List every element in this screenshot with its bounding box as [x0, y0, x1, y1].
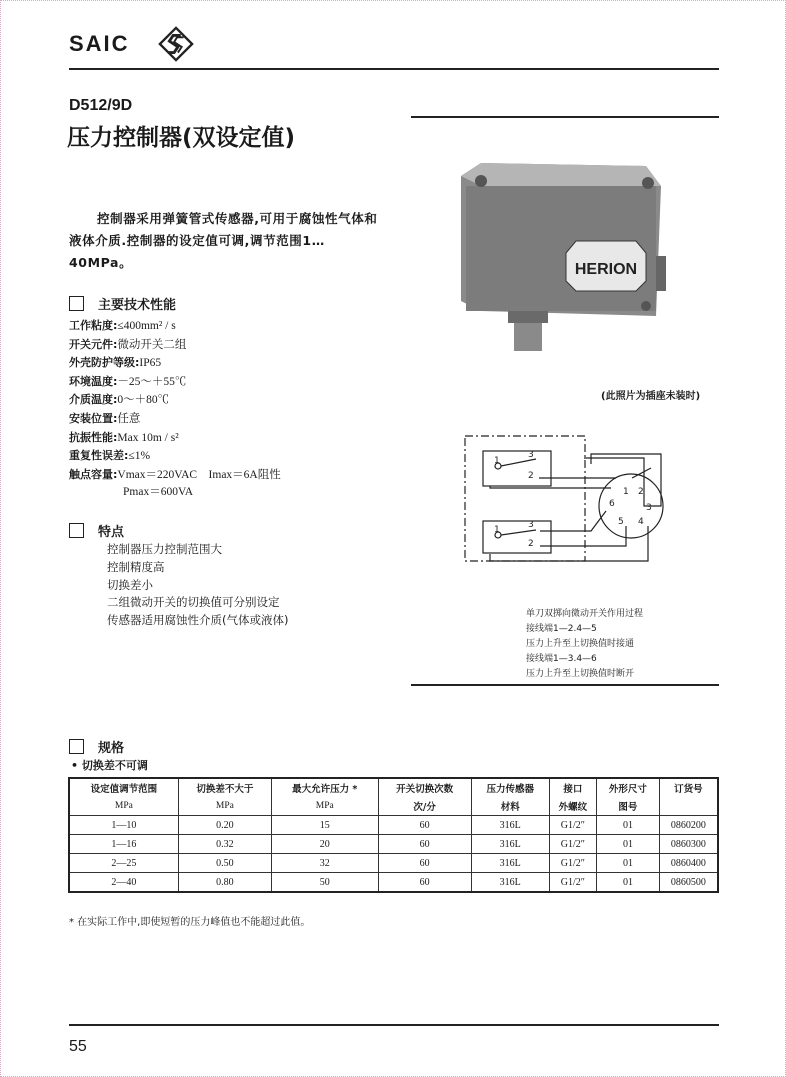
table-cell: 32 — [272, 854, 379, 873]
pin-2: 2 — [638, 487, 644, 497]
table-cell: 1—16 — [69, 835, 178, 854]
saic-logo-icon — [157, 25, 195, 63]
table-cell: 0860200 — [659, 816, 718, 835]
column-header — [659, 797, 718, 816]
spec-extra: Pmax＝600VA — [123, 486, 194, 499]
wiring-diagram — [456, 426, 681, 586]
specs-heading — [69, 294, 176, 313]
column-header: MPa — [178, 797, 271, 816]
table-cell: 60 — [378, 835, 471, 854]
table-cell: 15 — [272, 816, 379, 835]
diagram-note: 压力上升至上切换值时接通 — [526, 639, 635, 649]
spec-item — [69, 336, 281, 355]
table-cell: 0.50 — [178, 854, 271, 873]
table-cell: 0860400 — [659, 854, 718, 873]
photo-caption: (此照片为插座未装时) — [601, 391, 701, 402]
header-rule — [69, 68, 719, 70]
spec-label: 重复性误差: — [69, 449, 129, 463]
features-list — [107, 541, 288, 630]
table-cell: 60 — [378, 873, 471, 893]
table-cell: 0.80 — [178, 873, 271, 893]
saic-logo-text: SAIC — [69, 31, 130, 56]
spec-item — [69, 447, 281, 466]
diagram-note: 单刀双掷向微动开关作用过程 — [526, 609, 644, 619]
feature-item: 控制精度高 — [107, 559, 165, 574]
spec-label: 抗振性能: — [69, 430, 118, 444]
spec-value: IP65 — [139, 357, 162, 370]
feature-item: 切换差小 — [107, 577, 153, 592]
svg-text:1: 1 — [494, 525, 500, 535]
spec-item — [69, 373, 281, 392]
feature-item: 控制器压力控制范围大 — [107, 542, 222, 556]
table-cell: 60 — [378, 816, 471, 835]
diagram-note: 压力上升至上切换值时断开 — [526, 669, 635, 679]
subheading-label: 切换差不可调 — [81, 759, 148, 772]
table-cell: G1/2″ — [549, 854, 596, 873]
svg-text:3: 3 — [528, 520, 534, 530]
table-cell: 01 — [597, 873, 660, 893]
spec-label: 触点容量: — [69, 467, 118, 481]
table-cell: 01 — [597, 835, 660, 854]
page-number: 55 — [69, 1038, 87, 1055]
table-cell: 20 — [272, 835, 379, 854]
spec-value: 任意 — [117, 412, 141, 425]
table-cell: 0860300 — [659, 835, 718, 854]
table-cell: 316L — [471, 816, 549, 835]
features-heading — [69, 521, 124, 540]
table-cell: 0.32 — [178, 835, 271, 854]
table-header-row — [69, 797, 718, 816]
column-header: 外螺纹 — [549, 797, 596, 816]
column-header: 次/分 — [378, 797, 471, 816]
pin-4: 4 — [638, 517, 644, 527]
spec-label: 环境温度: — [69, 374, 118, 388]
column-header: 材料 — [471, 797, 549, 816]
table-cell: 0.20 — [178, 816, 271, 835]
spec-item — [69, 410, 281, 429]
checkbox-icon — [69, 523, 84, 538]
spec-value: ≤1% — [128, 450, 151, 463]
checkbox-icon — [69, 739, 84, 754]
diagram-note: 接线端1—2.4—5 — [526, 624, 597, 634]
column-header: 订货号 — [659, 778, 718, 797]
spec-label: 外壳防护等级: — [69, 356, 140, 370]
checkbox-icon — [69, 296, 84, 311]
features-heading-label: 特点 — [98, 525, 125, 540]
table-cell: 50 — [272, 873, 379, 893]
spec-item — [69, 391, 281, 410]
right-top-rule — [411, 116, 719, 118]
spec-label: 开关元件: — [69, 337, 118, 351]
table-cell: 2—25 — [69, 854, 178, 873]
table-row — [69, 835, 718, 854]
spec-item — [69, 317, 281, 336]
spec-value: ≤400mm² / s — [117, 320, 176, 332]
table-cell: 2—40 — [69, 873, 178, 893]
product-photo — [456, 161, 666, 356]
feature-item: 二组微动开关的切换值可分别设定 — [107, 595, 280, 610]
table-cell: 60 — [378, 854, 471, 873]
spec-table-heading — [69, 737, 124, 756]
spec-item — [69, 354, 281, 373]
feature-item: 传感器适用腐蚀性介质(气体或液体) — [107, 613, 289, 628]
herion-brand: HERION — [574, 261, 638, 278]
diagram-note: 接线端1—3.4—6 — [526, 654, 597, 664]
spec-table — [68, 777, 719, 893]
column-header: 图号 — [597, 797, 660, 816]
footnote: * 在实际工作中,即使短暂的压力峰值也不能超过此值。 — [69, 917, 311, 928]
specs-list — [69, 317, 281, 502]
table-cell: 1—10 — [69, 816, 178, 835]
model-number: D512/9D — [69, 97, 133, 114]
pin-1: 1 — [623, 487, 629, 497]
column-header: 最大允许压力 * — [272, 778, 379, 797]
pin-6: 6 — [609, 499, 615, 509]
column-header: 接口 — [549, 778, 596, 797]
table-cell: 316L — [471, 854, 549, 873]
column-header: 设定值调节范围 — [69, 778, 178, 797]
table-cell: 0860500 — [659, 873, 718, 893]
right-bottom-rule — [411, 684, 719, 686]
table-header-row — [69, 778, 718, 797]
pin-5: 5 — [618, 517, 624, 527]
spec-table-subheading: • 切换差不可调 — [71, 759, 148, 772]
footer-rule — [69, 1024, 719, 1026]
spec-value: －25～＋55℃ — [117, 375, 187, 388]
svg-text:2: 2 — [528, 539, 534, 549]
svg-text:3: 3 — [528, 450, 534, 460]
svg-text:2: 2 — [528, 471, 534, 481]
spec-value: 0～＋80℃ — [117, 394, 170, 407]
spec-value: Vmax＝220VAC Imax＝6A阻性 — [117, 468, 281, 481]
table-cell: 316L — [471, 835, 549, 854]
column-header: 开关切换次数 — [378, 778, 471, 797]
column-header: 外形尺寸 — [597, 778, 660, 797]
table-cell: G1/2″ — [549, 873, 596, 893]
column-header: 压力传感器 — [471, 778, 549, 797]
spec-label: 介质温度: — [69, 393, 118, 407]
table-cell: G1/2″ — [549, 816, 596, 835]
spec-item — [69, 466, 281, 485]
pin-3: 3 — [646, 503, 652, 513]
spec-label: 工作粘度: — [69, 319, 118, 332]
column-header: 切换差不大于 — [178, 778, 271, 797]
table-cell: 01 — [597, 816, 660, 835]
svg-text:1: 1 — [494, 456, 500, 466]
table-cell: 01 — [597, 854, 660, 873]
intro-paragraph: 控制器采用弹簧管式传感器,可用于腐蚀性气体和液体介质.控制器的设定值可调,调节范围1…40MPa。 — [69, 211, 378, 270]
column-header: MPa — [272, 797, 379, 816]
table-cell: 316L — [471, 873, 549, 893]
spec-value: Max 10m / s² — [117, 431, 179, 444]
spec-table-heading-label: 规格 — [98, 741, 125, 756]
spec-item — [69, 429, 281, 448]
page-title: 压力控制器(双设定值) — [67, 125, 296, 151]
table-row — [69, 854, 718, 873]
table-cell: G1/2″ — [549, 835, 596, 854]
spec-label: 安装位置: — [69, 411, 118, 425]
specs-heading-label: 主要技术性能 — [98, 298, 177, 313]
spec-value: 微动开关二组 — [117, 338, 187, 351]
table-row — [69, 816, 718, 835]
diagram-notes — [526, 607, 643, 682]
column-header: MPa — [69, 797, 178, 816]
table-row — [69, 873, 718, 893]
